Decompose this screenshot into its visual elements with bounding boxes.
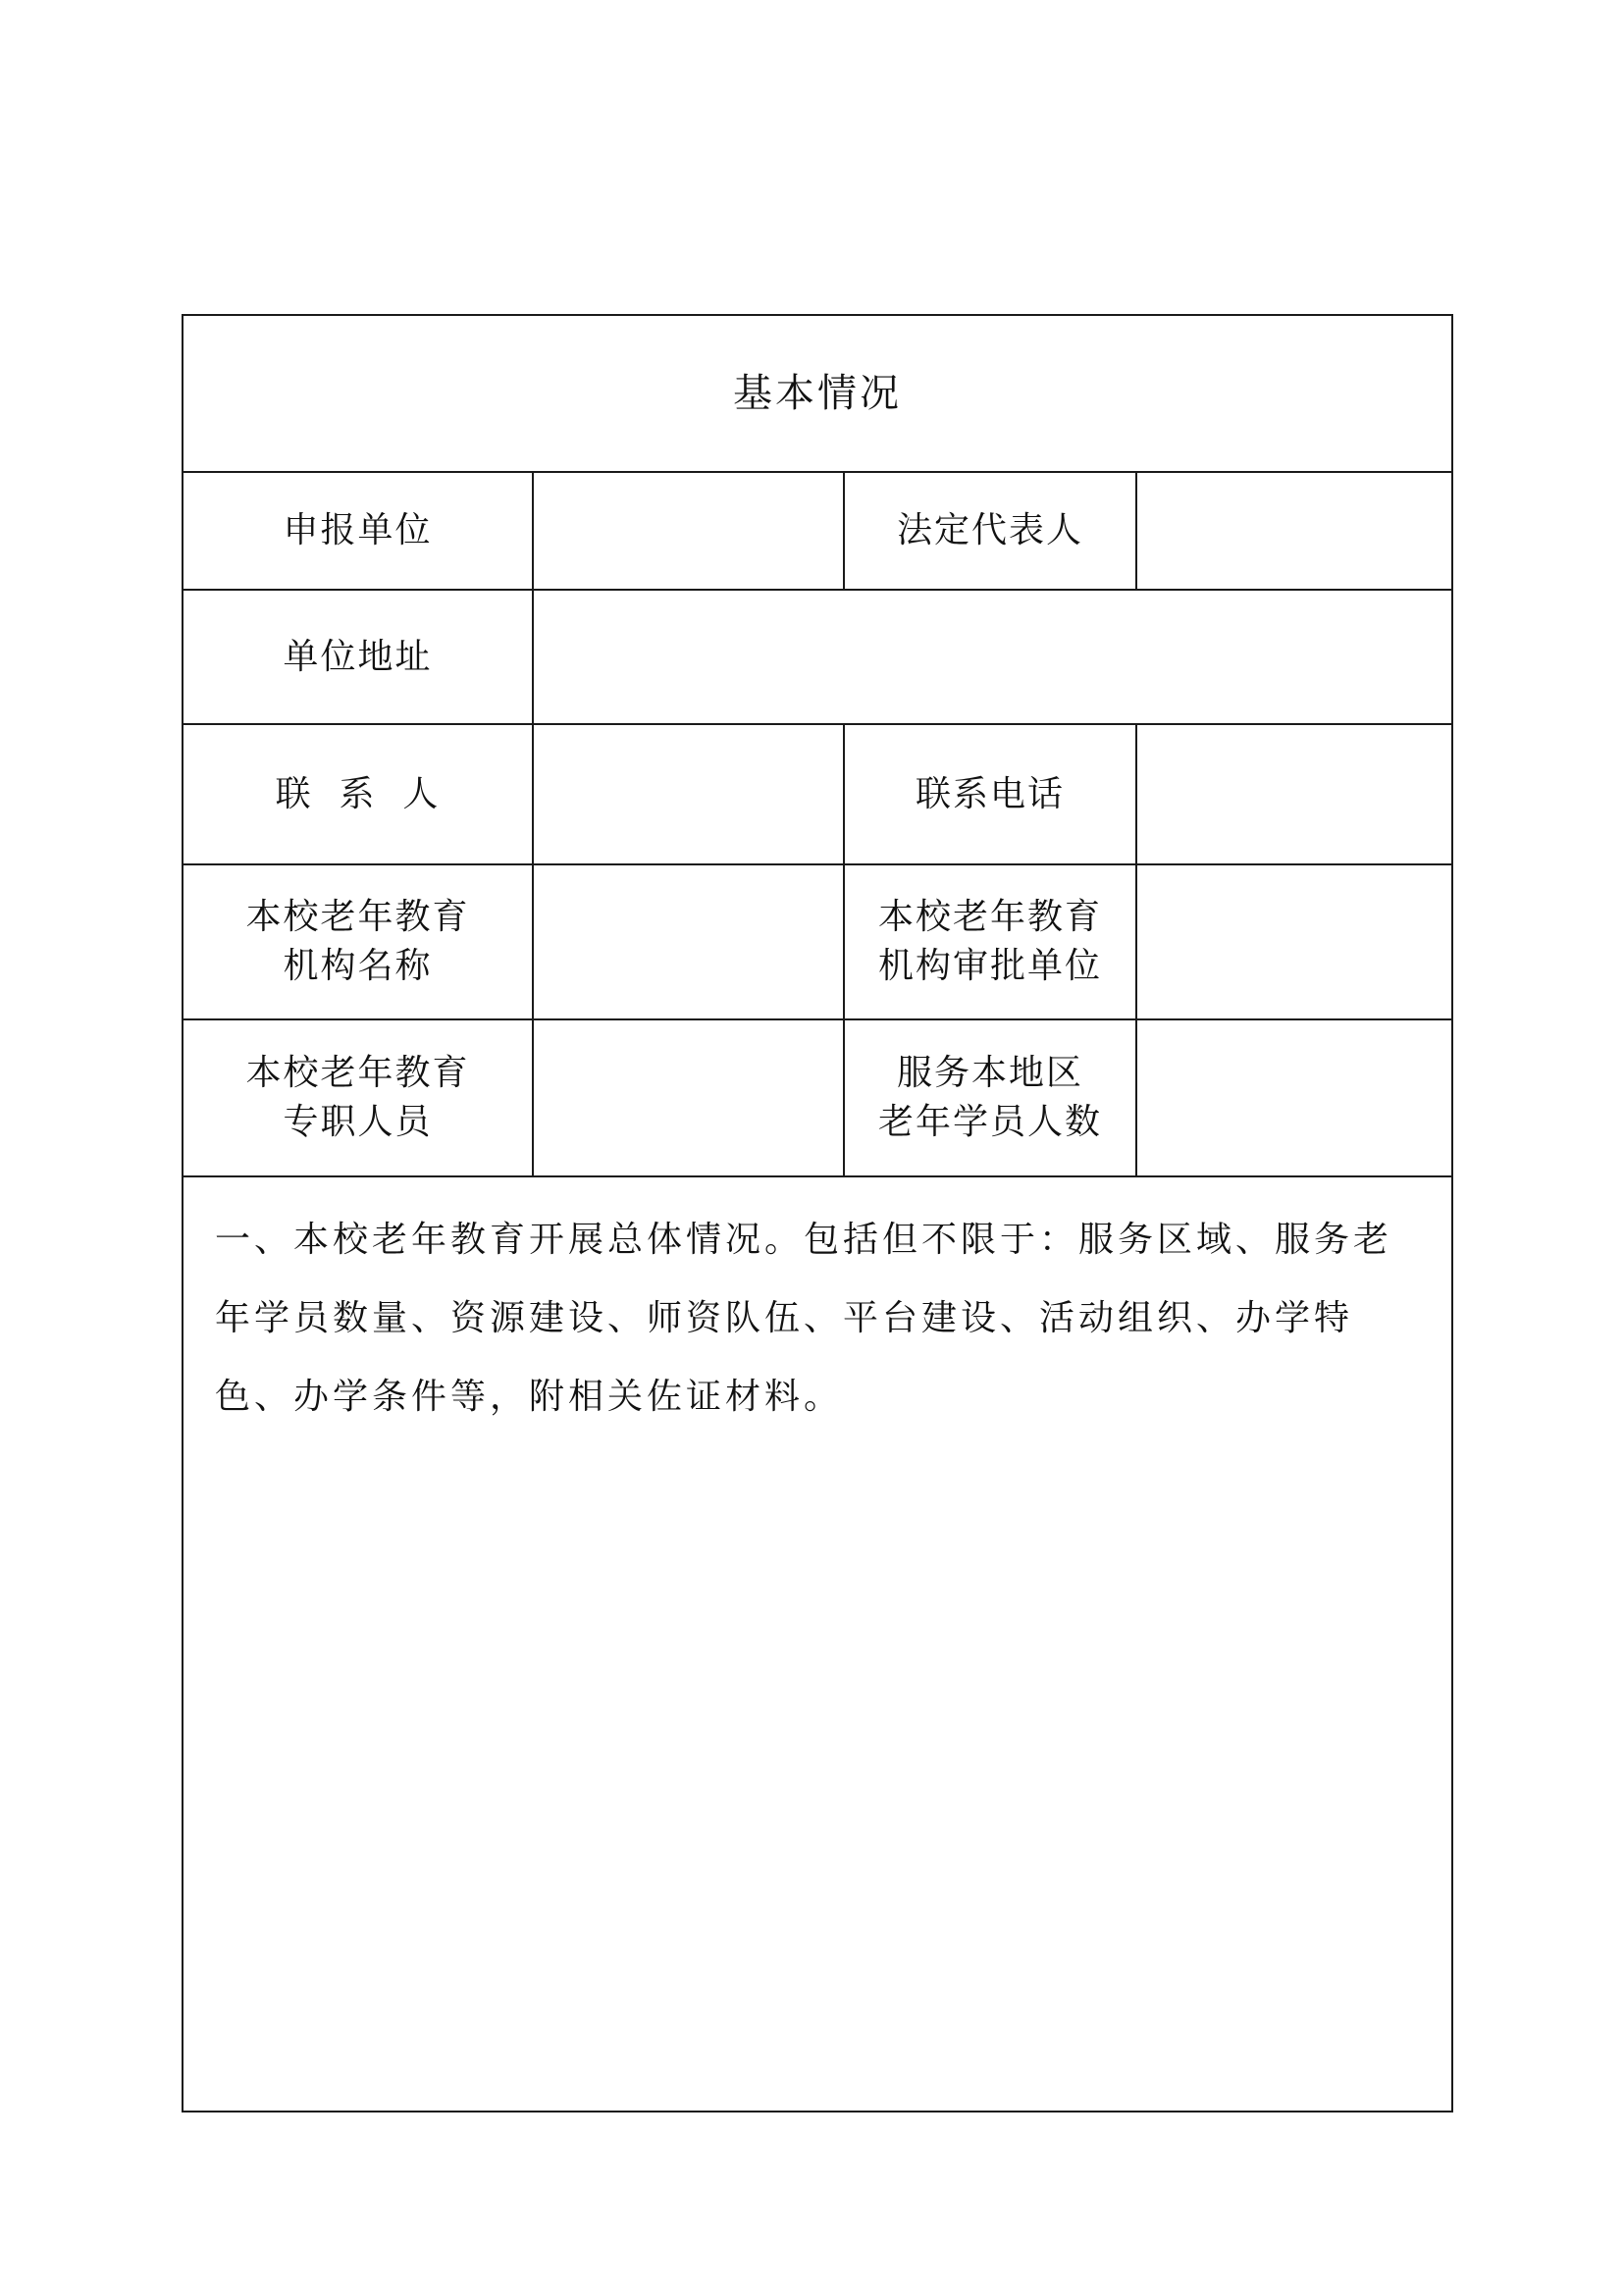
students-label [844, 1019, 1136, 1176]
contact-field[interactable] [533, 724, 844, 864]
approval-unit-label-line-1: 本校老年教育 [877, 897, 1102, 937]
institution-name-label [183, 864, 533, 1019]
institution-name-label-line-2: 机构名称 [283, 946, 433, 986]
overall-situation-section[interactable] [183, 1176, 1452, 2112]
institution-name-field[interactable] [533, 864, 844, 1019]
students-field[interactable] [1136, 1019, 1452, 1176]
approval-unit-label [844, 864, 1136, 1019]
staff-label-line-1: 本校老年教育 [245, 1053, 470, 1093]
address-field[interactable] [533, 590, 1452, 724]
staff-label [183, 1019, 533, 1176]
legal-rep-label: 法定代表人 [844, 472, 1136, 590]
overall-situation-prompt: 一、本校老年教育开展总体情况。包括但不限于：服务区域、服务老年学员数量、资源建设、师资队伍、平台建设、活动组织、办学特色、办学条件等，附相关佐证材料。 [215, 1220, 1393, 1417]
form-title: 基本情况 [183, 315, 1452, 472]
staff-label-line-2: 专职人员 [283, 1102, 433, 1142]
approval-unit-field[interactable] [1136, 864, 1452, 1019]
students-label-line-1: 服务本地区 [896, 1053, 1083, 1093]
applicant-label: 申报单位 [183, 472, 533, 590]
phone-label: 联系电话 [844, 724, 1136, 864]
approval-unit-label-line-2: 机构审批单位 [877, 946, 1102, 986]
contact-label: 联 系 人 [183, 724, 533, 864]
basic-info-form [182, 314, 1453, 2112]
staff-field[interactable] [533, 1019, 844, 1176]
address-label: 单位地址 [183, 590, 533, 724]
students-label-line-2: 老年学员人数 [877, 1102, 1102, 1142]
institution-name-label-line-1: 本校老年教育 [245, 897, 470, 937]
phone-field[interactable] [1136, 724, 1452, 864]
applicant-field[interactable] [533, 472, 844, 590]
legal-rep-field[interactable] [1136, 472, 1452, 590]
